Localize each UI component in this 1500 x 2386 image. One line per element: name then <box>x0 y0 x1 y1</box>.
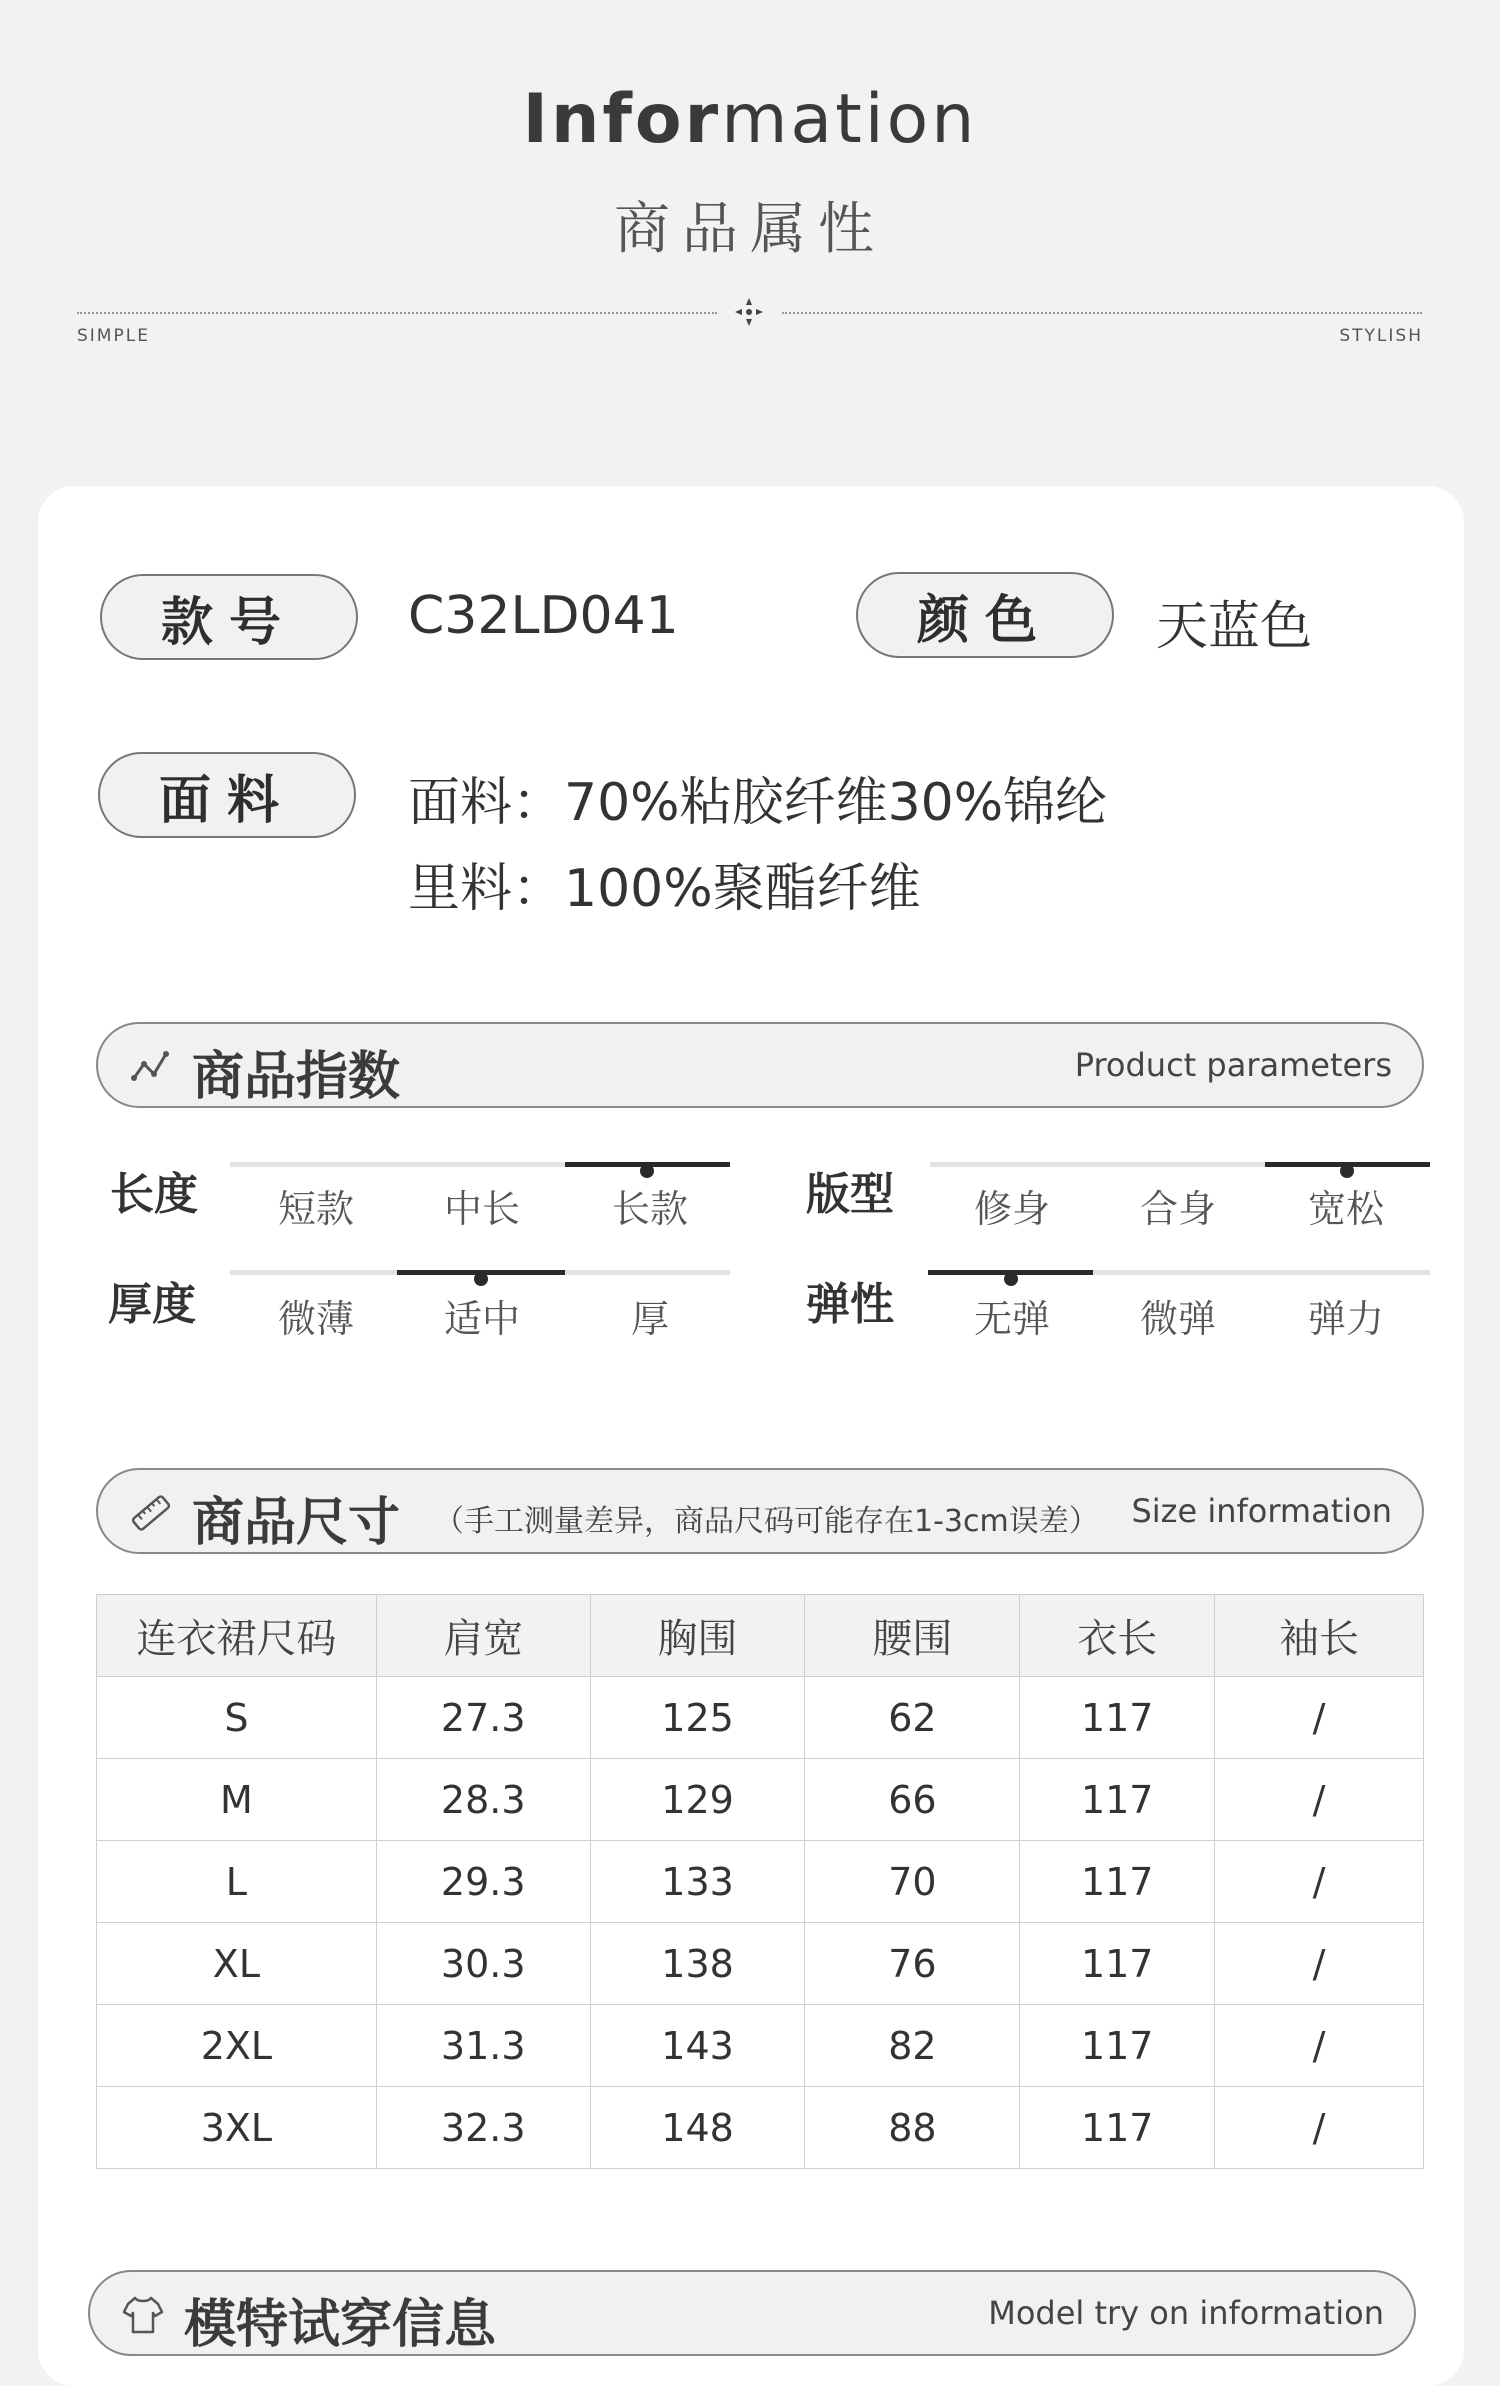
table-cell: 32.3 <box>376 2087 590 2169</box>
index-option: 合身 <box>1139 1187 1216 1231</box>
title-rest: mation <box>721 80 978 159</box>
table-cell: 70 <box>805 1841 1020 1923</box>
table-row <box>97 2087 1424 2169</box>
table-cell: 27.3 <box>376 1677 590 1759</box>
page-subtitle: 商品属性 <box>614 197 886 262</box>
simple-tag: SIMPLE <box>77 326 150 346</box>
model-en: Model try on information <box>988 2294 1384 2332</box>
table-cell: / <box>1215 2087 1424 2169</box>
style-no-value: C32LD041 <box>408 586 679 646</box>
table-row <box>97 1677 1424 1759</box>
index-selected-dot <box>474 1272 488 1286</box>
table-cell: 62 <box>805 1677 1020 1759</box>
trend-line-icon <box>128 1044 174 1090</box>
table-header-cell: 连衣裙尺码 <box>97 1595 377 1677</box>
index-option: 弹力 <box>1307 1297 1384 1341</box>
index-option: 适中 <box>443 1297 520 1341</box>
index-track-fit <box>930 1162 1430 1167</box>
index-option: 中长 <box>443 1187 520 1231</box>
index-option: 微弹 <box>1139 1297 1216 1341</box>
table-cell: 31.3 <box>376 2005 590 2087</box>
table-cell: 28.3 <box>376 1759 590 1841</box>
table-cell: 117 <box>1020 1677 1215 1759</box>
table-row <box>97 1759 1424 1841</box>
index-selected-dot <box>1004 1272 1018 1286</box>
table-cell: 88 <box>805 2087 1020 2169</box>
table-header-row <box>97 1595 1424 1677</box>
fabric-line-2: 里料：100%聚酯纤维 <box>408 859 921 919</box>
index-option: 长款 <box>611 1187 688 1231</box>
table-cell: 66 <box>805 1759 1020 1841</box>
index-track-elasticity <box>928 1270 1430 1275</box>
table-cell: 125 <box>590 1677 805 1759</box>
color-value: 天蓝色 <box>1156 597 1313 657</box>
table-row <box>97 1841 1424 1923</box>
table-cell: / <box>1215 1759 1424 1841</box>
table-header-cell: 胸围 <box>590 1595 805 1677</box>
table-cell: M <box>97 1759 377 1841</box>
table-cell: 129 <box>590 1759 805 1841</box>
table-cell: XL <box>97 1923 377 2005</box>
table-cell: / <box>1215 1923 1424 2005</box>
index-option: 短款 <box>277 1187 354 1231</box>
table-header-cell: 袖长 <box>1215 1595 1424 1677</box>
params-section-header <box>96 1022 1424 1108</box>
index-label-elasticity: 弹性 <box>806 1279 894 1330</box>
table-cell: 138 <box>590 1923 805 2005</box>
model-section-header <box>88 2270 1416 2356</box>
size-title: 商品尺寸 <box>192 1493 401 1553</box>
fabric-pill: 面料 <box>98 752 356 838</box>
table-cell: / <box>1215 1841 1424 1923</box>
index-label-fit: 版型 <box>806 1169 894 1220</box>
table-cell: L <box>97 1841 377 1923</box>
divider-right <box>782 312 1422 314</box>
table-cell: 117 <box>1020 2005 1215 2087</box>
index-selected-dot <box>1340 1164 1354 1178</box>
table-cell: 117 <box>1020 1759 1215 1841</box>
model-title: 模特试穿信息 <box>184 2295 497 2355</box>
table-cell: 3XL <box>97 2087 377 2169</box>
page-title <box>0 80 1500 159</box>
ruler-icon <box>128 1490 174 1536</box>
table-cell: / <box>1215 1677 1424 1759</box>
style-no-pill: 款号 <box>100 574 358 660</box>
table-header-cell: 衣长 <box>1020 1595 1215 1677</box>
title-bold: Infor <box>522 80 722 159</box>
index-option: 宽松 <box>1307 1187 1384 1231</box>
stylish-tag: STYLISH <box>1339 326 1423 346</box>
table-cell: 117 <box>1020 1923 1215 2005</box>
table-cell: 2XL <box>97 2005 377 2087</box>
fabric-line-1: 面料：70%粘胶纤维30%锦纶 <box>408 773 1108 833</box>
table-cell: 133 <box>590 1841 805 1923</box>
table-cell: 148 <box>590 2087 805 2169</box>
table-row <box>97 2005 1424 2087</box>
size-section-header <box>96 1468 1424 1554</box>
index-option: 无弹 <box>973 1297 1050 1341</box>
table-cell: 30.3 <box>376 1923 590 2005</box>
table-cell: 143 <box>590 2005 805 2087</box>
table-cell: 82 <box>805 2005 1020 2087</box>
table-header-cell: 肩宽 <box>376 1595 590 1677</box>
table-cell: / <box>1215 2005 1424 2087</box>
params-title: 商品指数 <box>192 1047 401 1107</box>
index-selected-dot <box>640 1164 654 1178</box>
params-en: Product parameters <box>1074 1046 1392 1084</box>
index-label-length: 长度 <box>110 1169 198 1220</box>
index-label-thickness: 厚度 <box>108 1279 196 1330</box>
table-header-cell: 腰围 <box>805 1595 1020 1677</box>
size-en: Size information <box>1131 1492 1392 1530</box>
table-cell: 76 <box>805 1923 1020 2005</box>
table-cell: S <box>97 1677 377 1759</box>
index-option: 厚 <box>630 1297 669 1341</box>
table-cell: 29.3 <box>376 1841 590 1923</box>
color-pill: 颜色 <box>856 572 1114 658</box>
compass-ornament-icon <box>733 296 765 328</box>
divider-left <box>77 312 717 314</box>
index-option: 微薄 <box>277 1297 354 1341</box>
size-table <box>96 1594 1424 2169</box>
table-row <box>97 1923 1424 2005</box>
index-track-length <box>230 1162 730 1167</box>
index-track-thickness <box>230 1270 730 1275</box>
shirt-icon <box>120 2292 166 2338</box>
table-cell: 117 <box>1020 2087 1215 2169</box>
size-note: （手工测量差异，商品尺码可能存在1-3cm误差） <box>434 1504 1099 1539</box>
table-cell: 117 <box>1020 1841 1215 1923</box>
index-option: 修身 <box>973 1187 1050 1231</box>
